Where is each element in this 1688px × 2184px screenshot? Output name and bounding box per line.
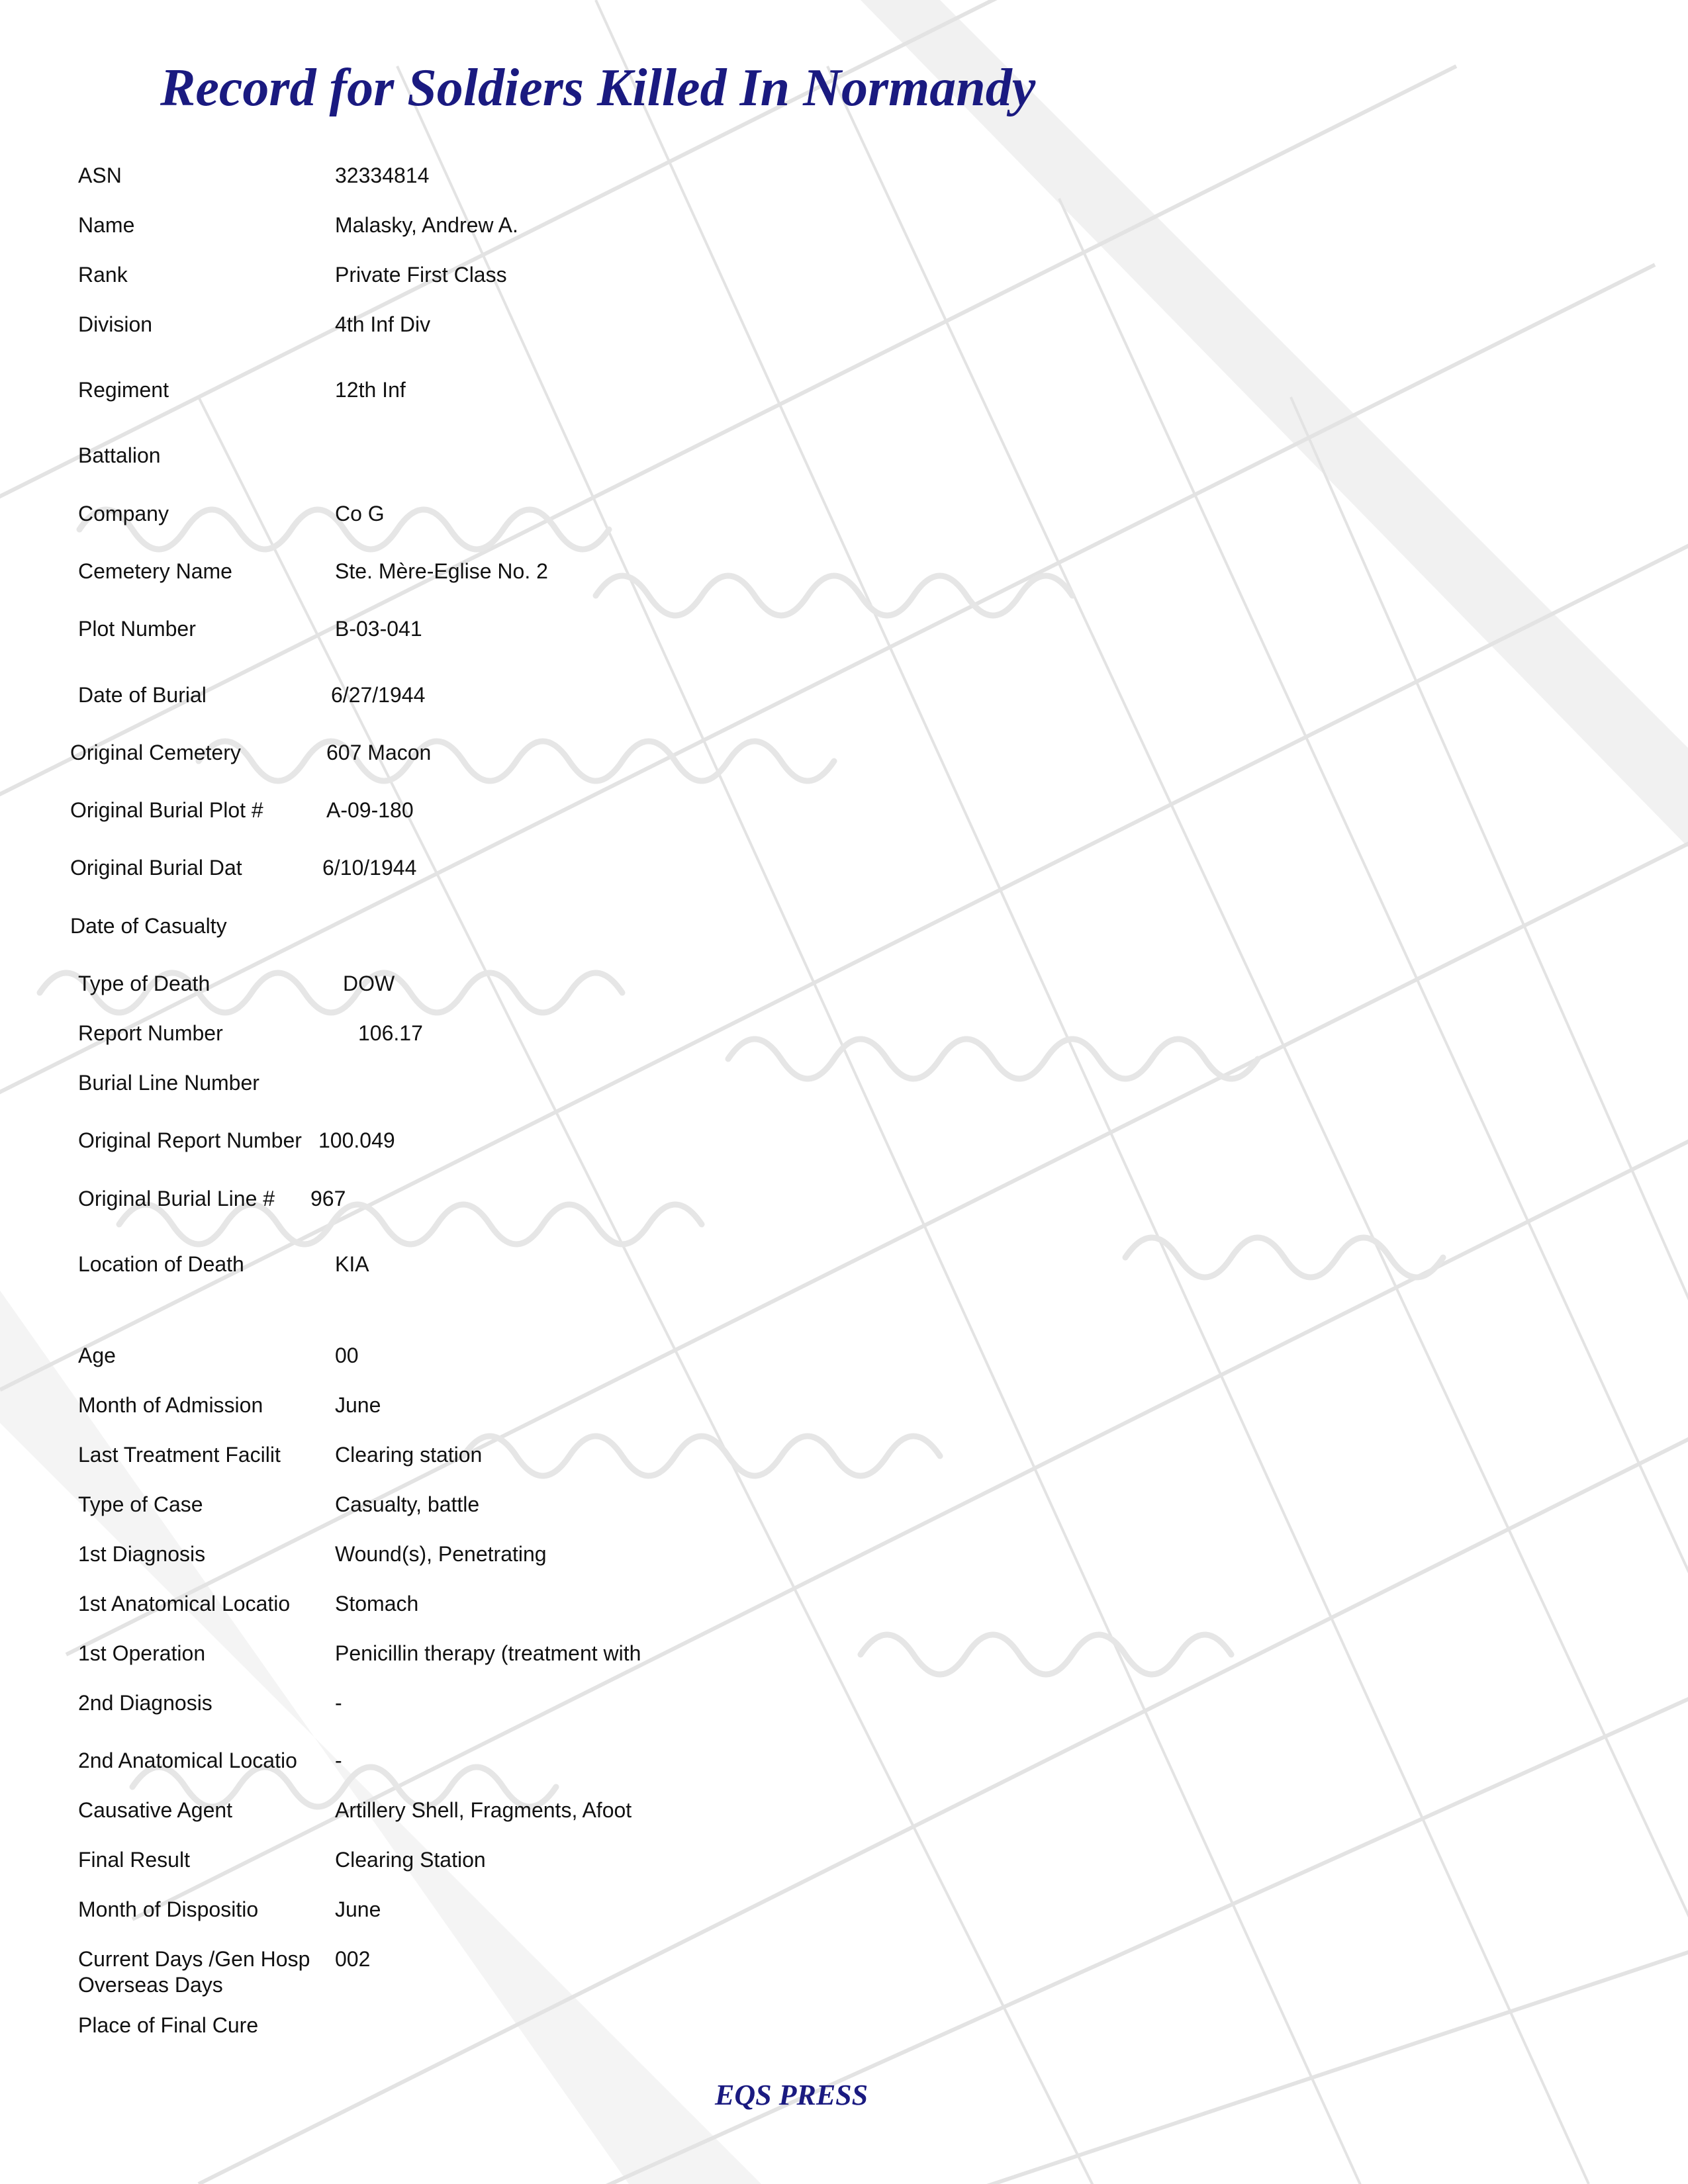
field-label-1st-diagnosis: 1st Diagnosis xyxy=(78,1542,206,1566)
publisher-footer: EQS PRESS xyxy=(715,2079,868,2111)
field-label-original-burial-plot: Original Burial Plot # xyxy=(70,798,263,822)
field-value-month-of-dispositio: June xyxy=(335,1897,381,1921)
field-value-age: 00 xyxy=(335,1343,359,1367)
field-label-type-of-case: Type of Case xyxy=(78,1492,203,1516)
field-label-battalion: Battalion xyxy=(78,443,161,467)
field-value-rank: Private First Class xyxy=(335,263,507,287)
field-label-asn: ASN xyxy=(78,163,122,187)
field-value-name: Malasky, Andrew A. xyxy=(335,213,518,237)
field-label-1st-operation: 1st Operation xyxy=(78,1641,206,1665)
field-value-asn: 32334814 xyxy=(335,163,430,187)
field-label-plot-number: Plot Number xyxy=(78,617,196,641)
field-label-date-of-casualty: Date of Casualty xyxy=(70,914,227,938)
field-label-location-of-death: Location of Death xyxy=(78,1252,244,1276)
field-label-causative-agent: Causative Agent xyxy=(78,1798,233,1822)
field-value-month-of-admission: June xyxy=(335,1393,381,1417)
field-label-last-treatment-facilit: Last Treatment Facilit xyxy=(78,1443,281,1467)
field-value-current-days-gen-hosp: 002 xyxy=(335,1947,371,1971)
field-label-report-number: Report Number xyxy=(78,1021,223,1045)
field-value-regiment: 12th Inf xyxy=(335,378,406,402)
field-label-1st-anatomical-locatio: 1st Anatomical Locatio xyxy=(78,1592,291,1615)
field-label-cemetery-name: Cemetery Name xyxy=(78,559,232,583)
field-label-overseas-days: Overseas Days xyxy=(78,1973,223,1997)
field-value-location-of-death: KIA xyxy=(335,1252,369,1276)
field-value-cemetery-name: Ste. Mère-Eglise No. 2 xyxy=(335,559,548,583)
field-value-2nd-anatomical-locatio: - xyxy=(335,1749,342,1772)
field-label-age: Age xyxy=(78,1343,116,1367)
field-value-report-number: 106.17 xyxy=(358,1021,423,1045)
field-label-original-burial-line: Original Burial Line # xyxy=(78,1187,275,1210)
field-value-1st-operation: Penicillin therapy (treatment with xyxy=(335,1641,641,1665)
field-label-final-result: Final Result xyxy=(78,1848,190,1872)
field-label-name: Name xyxy=(78,213,135,237)
field-value-original-report-number: 100.049 xyxy=(318,1128,395,1152)
field-label-place-of-final-cure: Place of Final Cure xyxy=(78,2013,259,2037)
field-value-type-of-death: DOW xyxy=(343,972,395,995)
field-value-last-treatment-facilit: Clearing station xyxy=(335,1443,483,1467)
field-label-month-of-dispositio: Month of Dispositio xyxy=(78,1897,259,1921)
field-label-2nd-diagnosis: 2nd Diagnosis xyxy=(78,1691,212,1715)
field-value-1st-anatomical-locatio: Stomach xyxy=(335,1592,419,1615)
field-label-division: Division xyxy=(78,312,153,336)
field-label-date-of-burial: Date of Burial xyxy=(78,683,207,707)
field-label-2nd-anatomical-locatio: 2nd Anatomical Locatio xyxy=(78,1749,297,1772)
field-value-causative-agent: Artillery Shell, Fragments, Afoot xyxy=(335,1798,632,1822)
field-value-original-cemetery: 607 Macon xyxy=(326,741,432,764)
field-value-final-result: Clearing Station xyxy=(335,1848,486,1872)
field-label-burial-line-number: Burial Line Number xyxy=(78,1071,259,1095)
field-label-current-days-gen-hosp: Current Days /Gen Hosp xyxy=(78,1947,310,1971)
field-value-type-of-case: Casualty, battle xyxy=(335,1492,480,1516)
field-value-2nd-diagnosis: - xyxy=(335,1691,342,1715)
field-value-date-of-burial: 6/27/1944 xyxy=(331,683,426,707)
field-value-1st-diagnosis: Wound(s), Penetrating xyxy=(335,1542,547,1566)
field-label-rank: Rank xyxy=(78,263,128,287)
field-label-type-of-death: Type of Death xyxy=(78,972,211,995)
field-value-original-burial-plot: A-09-180 xyxy=(326,798,414,822)
field-value-original-burial-line: 967 xyxy=(310,1187,346,1210)
field-value-plot-number: B-03-041 xyxy=(335,617,422,641)
field-label-company: Company xyxy=(78,502,169,525)
page-title: Record for Soldiers Killed In Normandy xyxy=(160,59,1036,117)
field-value-original-burial-dat: 6/10/1944 xyxy=(322,856,417,880)
field-label-original-cemetery: Original Cemetery xyxy=(70,741,241,764)
field-value-company: Co G xyxy=(335,502,385,525)
field-label-original-burial-dat: Original Burial Dat xyxy=(70,856,242,880)
field-label-original-report-number: Original Report Number xyxy=(78,1128,302,1152)
field-label-month-of-admission: Month of Admission xyxy=(78,1393,263,1417)
field-value-division: 4th Inf Div xyxy=(335,312,431,336)
field-label-regiment: Regiment xyxy=(78,378,169,402)
